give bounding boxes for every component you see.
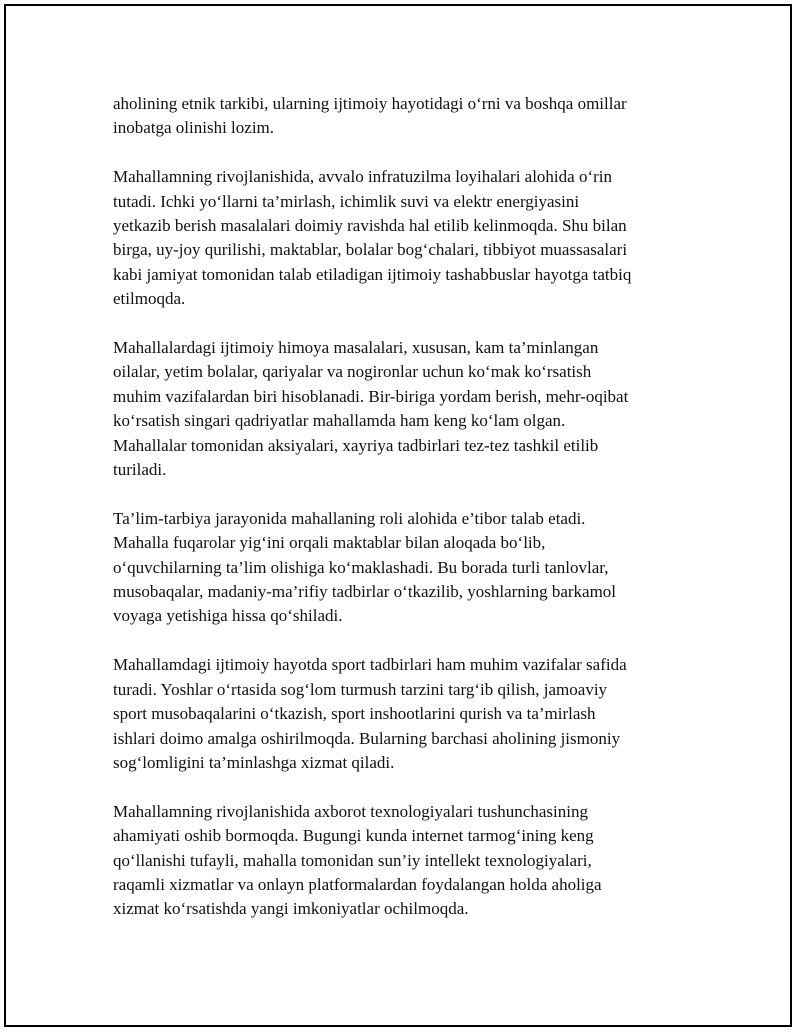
text-line: voyaga yetishiga hissa qo‘shiladi. <box>113 606 343 626</box>
text-line: turadi. Yoshlar o‘rtasida sog‘lom turmush tarzini targ‘ib qilish, jamoaviy <box>113 679 608 699</box>
text-line: Ta’lim-tarbiya jarayonida mahallaning roli alohida e’tibor talab etadi. <box>113 508 586 528</box>
text-line: sport musobaqalarini o‘tkazish, sport inshootlarini qurish va ta’mirlash <box>113 704 596 724</box>
text-line: Mahallamdagi ijtimoiy hayotda sport tadbirlari ham muhim vazifalar safida <box>113 655 627 675</box>
text-line: Mahallamning rivojlanishida axborot texnologiyalari tushunchasining <box>113 801 588 821</box>
paragraph-4 <box>113 507 693 629</box>
text-line: ko‘rsatish singari qadriyatlar mahallamda ham keng ko‘lam olgan. <box>113 411 566 431</box>
text-line: oilalar, yetim bolalar, qariyalar va nogironlar uchun ko‘mak ko‘rsatish <box>113 362 592 382</box>
text-line: musobaqalar, madaniy-ma’rifiy tadbirlar o‘tkazilib, yoshlarning barkamol <box>113 582 617 602</box>
text-line: ishlari doimo amalga oshirilmoqda. Bularning barchasi aholining jismoniy <box>113 728 621 748</box>
text-line: inobatga olinishi lozim. <box>113 118 275 138</box>
text-line: kabi jamiyat tomonidan talab etiladigan ijtimoiy tashabbuslar hayotga tatbiq <box>113 264 632 284</box>
text-line: xizmat ko‘rsatishda yangi imkoniyatlar ochilmoqda. <box>113 899 469 919</box>
text-line: o‘quvchilarning ta’lim olishiga ko‘maklashadi. Bu borada turli tanlovlar, <box>113 557 609 577</box>
text-line: ahamiyati oshib bormoqda. Bugungi kunda internet tarmog‘ining keng <box>113 826 594 846</box>
text-line: qo‘llanishi tufayli, mahalla tomonidan sun’iy intellekt texnologiyalari, <box>113 850 592 870</box>
text-line: Mahallalar tomonidan aksiyalari, xayriya tadbirlari tez-tez tashkil etilib <box>113 435 599 455</box>
paragraph-2 <box>113 165 693 311</box>
paragraph-1 <box>113 92 693 141</box>
text-line: muhim vazifalardan biri hisoblanadi. Bir-biriga yordam berish, mehr-oqibat <box>113 386 629 406</box>
text-line: sog‘lomligini ta’minlashga xizmat qiladi. <box>113 752 395 772</box>
text-line: etilmoqda. <box>113 289 186 309</box>
paragraph-5 <box>113 653 693 775</box>
text-line: birga, uy-joy qurilishi, maktablar, bolalar bog‘chalari, tibbiyot muassasalari <box>113 240 628 260</box>
text-line: turiladi. <box>113 460 167 480</box>
paragraph-3 <box>113 336 693 482</box>
text-line: Mahallalardagi ijtimoiy himoya masalalari, xususan, kam ta’minlangan <box>113 338 599 358</box>
text-line: raqamli xizmatlar va onlayn platformalardan foydalangan holda aholiga <box>113 874 602 894</box>
document-body <box>113 92 693 946</box>
text-line: Mahalla fuqarolar yig‘ini orqali maktablar bilan aloqada bo‘lib, <box>113 533 546 553</box>
text-line: Mahallamning rivojlanishida, avvalo infratuzilma loyihalari alohida o‘rin <box>113 167 612 187</box>
text-line: aholining etnik tarkibi, ularning ijtimoiy hayotidagi o‘rni va boshqa omillar <box>113 94 627 113</box>
text-line: tutadi. Ichki yo‘llarni ta’mirlash, ichimlik suvi va elektr energiyasini <box>113 191 580 211</box>
paragraph-6 <box>113 800 693 922</box>
text-line: yetkazib berish masalalari doimiy ravishda hal etilib kelinmoqda. Shu bilan <box>113 216 627 236</box>
